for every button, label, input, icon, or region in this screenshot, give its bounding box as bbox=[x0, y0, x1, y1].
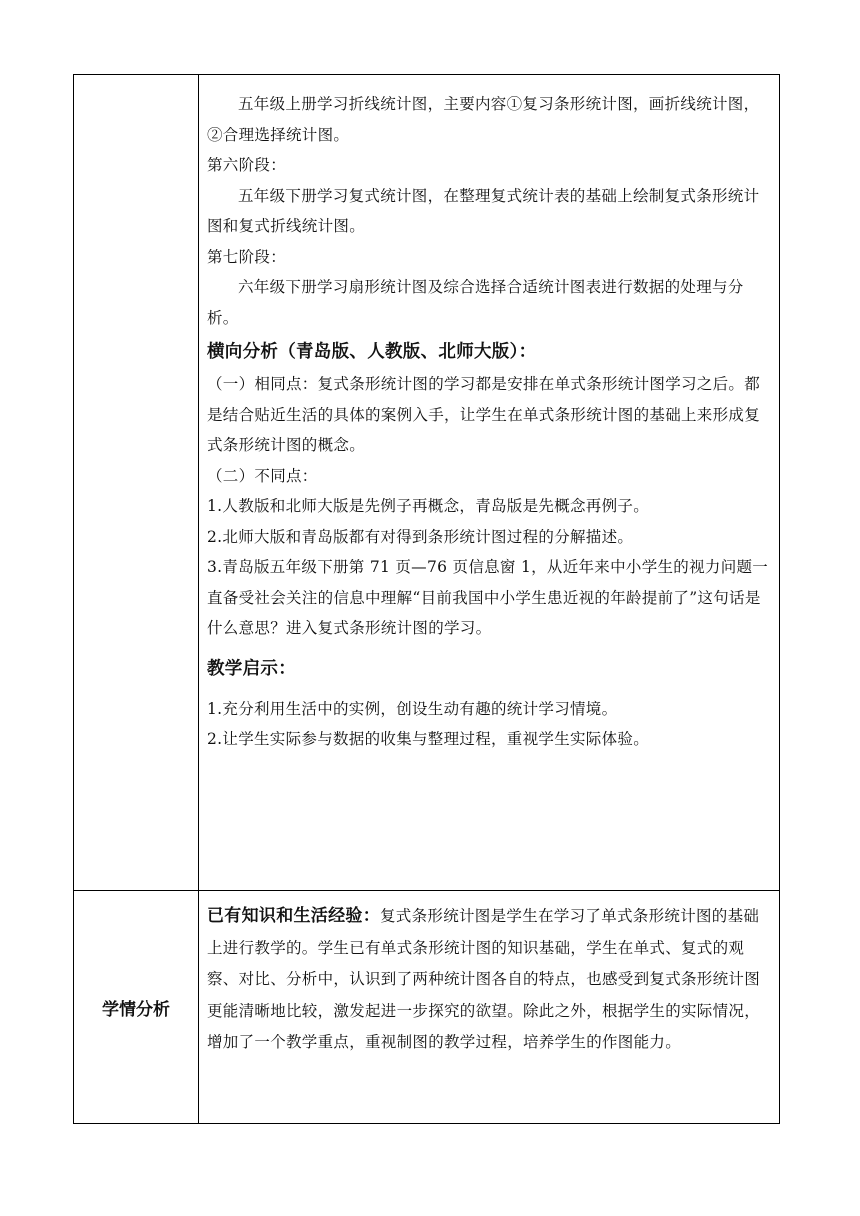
analysis-content-cell bbox=[199, 75, 780, 891]
grade5-first-term-paragraph: 五年级上册学习折线统计图，主要内容①复习条形统计图，画折线统计图，②合理选择统计图。 bbox=[207, 95, 760, 144]
teaching-item-1: 1.充分利用生活中的实例，创设生动有趣的统计学习情境。 bbox=[207, 699, 618, 718]
analysis-row bbox=[74, 75, 780, 891]
same-points-paragraph: （一）相同点：复式条形统计图的学习都是安排在单式条形统计图学习之后。都是结合贴近生活的具体的案例入手，让学生在单式条形统计图的基础上来形成复式条形统计图的概念。 bbox=[207, 375, 761, 454]
teaching-insight-heading: 教学启示： bbox=[207, 658, 296, 679]
stage6-title: 第六阶段： bbox=[207, 156, 287, 174]
student-analysis-label-cell bbox=[74, 891, 199, 1124]
student-analysis-content-cell bbox=[199, 891, 780, 1124]
student-analysis-lead: 已有知识和生活经验： bbox=[207, 906, 380, 926]
teaching-item-2: 2.让学生实际参与数据的收集与整理过程，重视学生实际体验。 bbox=[207, 730, 649, 748]
analysis-label-cell bbox=[74, 75, 199, 891]
stage6-paragraph: 五年级下册学习复式统计图，在整理复式统计表的基础上绘制复式条形统计图和复式折线统计图。 bbox=[207, 186, 760, 235]
lesson-plan-table bbox=[73, 74, 780, 1124]
horizontal-analysis-heading: 横向分析（青岛版、人教版、北师大版）： bbox=[207, 342, 537, 362]
diff-points-title: （二）不同点： bbox=[207, 466, 318, 485]
stage7-title: 第七阶段： bbox=[207, 247, 287, 266]
student-analysis-text: 复式条形统计图是学生在学习了单式条形统计图的基础上进行教学的。学生已有单式条形统计图的知识基础，学生在单式、复式的观察、对比、分析中，认识到了两种统计图各自的特点，也感受到复式条形统计图更能清晰地比较，激发起进一步探究的欲望。除此之外，根据学生的实际情况，增加了一个教学重点，重视制图的教学过程，培养学生的作图能力。 bbox=[207, 907, 761, 1051]
student-analysis-label: 学情分析 bbox=[102, 999, 170, 1020]
diff-item-1: 1.人教版和北师大版是先例子再概念，青岛版是先概念再例子。 bbox=[207, 497, 649, 515]
diff-item-2: 2.北师大版和青岛版都有对得到条形统计图过程的分解描述。 bbox=[207, 527, 634, 546]
student-analysis-paragraph bbox=[207, 901, 771, 1059]
student-analysis-row bbox=[74, 891, 780, 1124]
stage7-paragraph: 六年级下册学习扇形统计图及综合选择合适统计图表进行数据的处理与分析。 bbox=[207, 278, 744, 327]
diff-item-3: 3.青岛版五年级下册第 71 页—76 页信息窗 1，从近年来中小学生的视力问题一直备受社会关注的信息中理解“目前我国中小学生患近视的年龄提前了”这句话是什么意思？进入复式条形统计图的学习。 bbox=[207, 558, 769, 637]
